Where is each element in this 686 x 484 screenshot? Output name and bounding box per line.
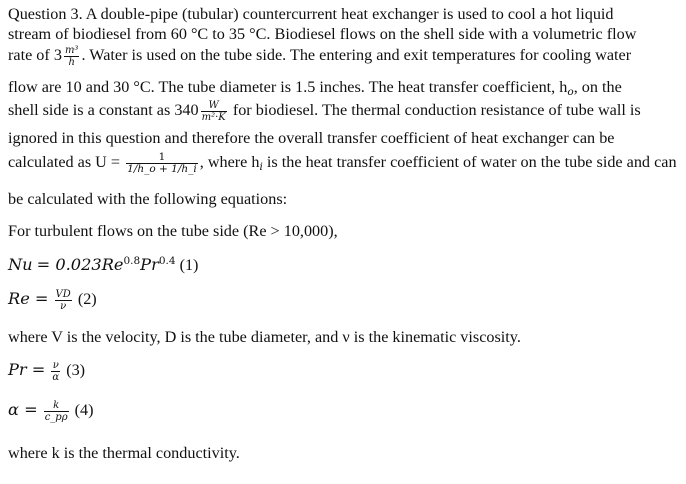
question-line-5-text: shell side is a constant as 340 bbox=[8, 101, 199, 120]
re-lhs: Re = bbox=[8, 289, 49, 309]
re-num: VD bbox=[55, 289, 71, 300]
pr-exponent: 0.4 bbox=[158, 255, 176, 267]
u-fraction bbox=[126, 152, 198, 175]
re-den: ν bbox=[55, 300, 72, 312]
alpha-num: k bbox=[53, 400, 60, 411]
pr-fraction bbox=[51, 360, 60, 383]
question-line-2: stream of biodiesel from 60 °C to 35 °C. Biodiesel flows on the shell side with a volumetric flow bbox=[8, 25, 637, 43]
alpha-fraction bbox=[44, 400, 69, 423]
eq-number-2: (2) bbox=[77, 290, 97, 309]
question-line-7-rest: is the heat transfer coefficient of water on the tube side and can bbox=[266, 153, 677, 172]
where-velocity: where V is the velocity, D is the tube diameter, and ν is the kinematic viscosity. bbox=[8, 328, 521, 346]
question-line-5 bbox=[8, 100, 641, 123]
u-fraction-den: 1/h_o + 1/h_i bbox=[127, 163, 197, 175]
flow-rate-unit-num: m³ bbox=[64, 45, 79, 56]
equation-pr bbox=[8, 360, 85, 383]
question-line-4-text: flow are 10 and 30 °C. The tube diameter is 1.5 inches. The heat transfer coefficient, h bbox=[8, 78, 568, 96]
question-line-7-mid: , where h bbox=[199, 153, 260, 172]
question-line-6: ignored in this question and therefore the overall transfer coefficient of heat exchanger can be bbox=[8, 129, 615, 147]
question-line-8: be calculated with the following equations: bbox=[8, 190, 288, 208]
turbulent-note: For turbulent flows on the tube side (Re > 10,000), bbox=[8, 222, 338, 240]
pr-symbol: Pr bbox=[140, 255, 159, 274]
equation-nu bbox=[8, 255, 198, 275]
re-fraction bbox=[55, 289, 72, 312]
question-line-1: Question 3. A double-pipe (tubular) countercurrent heat exchanger is used to cool a hot liquid bbox=[8, 5, 614, 23]
pr-lhs: Pr = bbox=[8, 360, 46, 380]
question-line-4 bbox=[8, 77, 622, 97]
question-line-3 bbox=[8, 45, 631, 68]
question-line-3-rest: . Water is used on the tube side. The entering and exit temperatures for cooling water bbox=[81, 46, 632, 65]
nu-lhs: Nu bbox=[8, 255, 33, 274]
htc-unit-num: W bbox=[208, 100, 219, 111]
question-line-4-rest: , on the bbox=[573, 78, 622, 96]
htc-unit bbox=[201, 100, 227, 123]
flow-rate-unit-den: h bbox=[64, 56, 80, 68]
nu-rhs: = 0.023Re bbox=[36, 255, 124, 274]
question-line-5-rest: for biodiesel. The thermal conduction resistance of tube wall is bbox=[232, 101, 641, 120]
h-i-subscript: i bbox=[259, 161, 263, 174]
u-fraction-num: 1 bbox=[158, 151, 166, 163]
where-conductivity: where k is the thermal conductivity. bbox=[8, 444, 240, 462]
u-definition-text: calculated as U = bbox=[8, 153, 121, 172]
alpha-lhs: α = bbox=[8, 400, 38, 420]
re-exponent: 0.8 bbox=[123, 255, 141, 267]
equation-alpha bbox=[8, 400, 94, 423]
eq-number-4: (4) bbox=[74, 401, 94, 420]
pr-num: ν bbox=[52, 360, 59, 371]
equation-re bbox=[8, 289, 97, 312]
eq-number-3: (3) bbox=[66, 361, 86, 380]
alpha-den: c_pρ bbox=[44, 412, 68, 423]
flow-rate-text: rate of 3 bbox=[8, 46, 62, 65]
eq-number-1: (1) bbox=[179, 256, 199, 274]
htc-unit-den: m²·K bbox=[201, 112, 226, 123]
pr-den: α bbox=[52, 372, 60, 383]
flow-rate-unit bbox=[64, 45, 80, 68]
question-line-7 bbox=[8, 152, 677, 175]
h-o-subscript: o bbox=[567, 86, 574, 98]
